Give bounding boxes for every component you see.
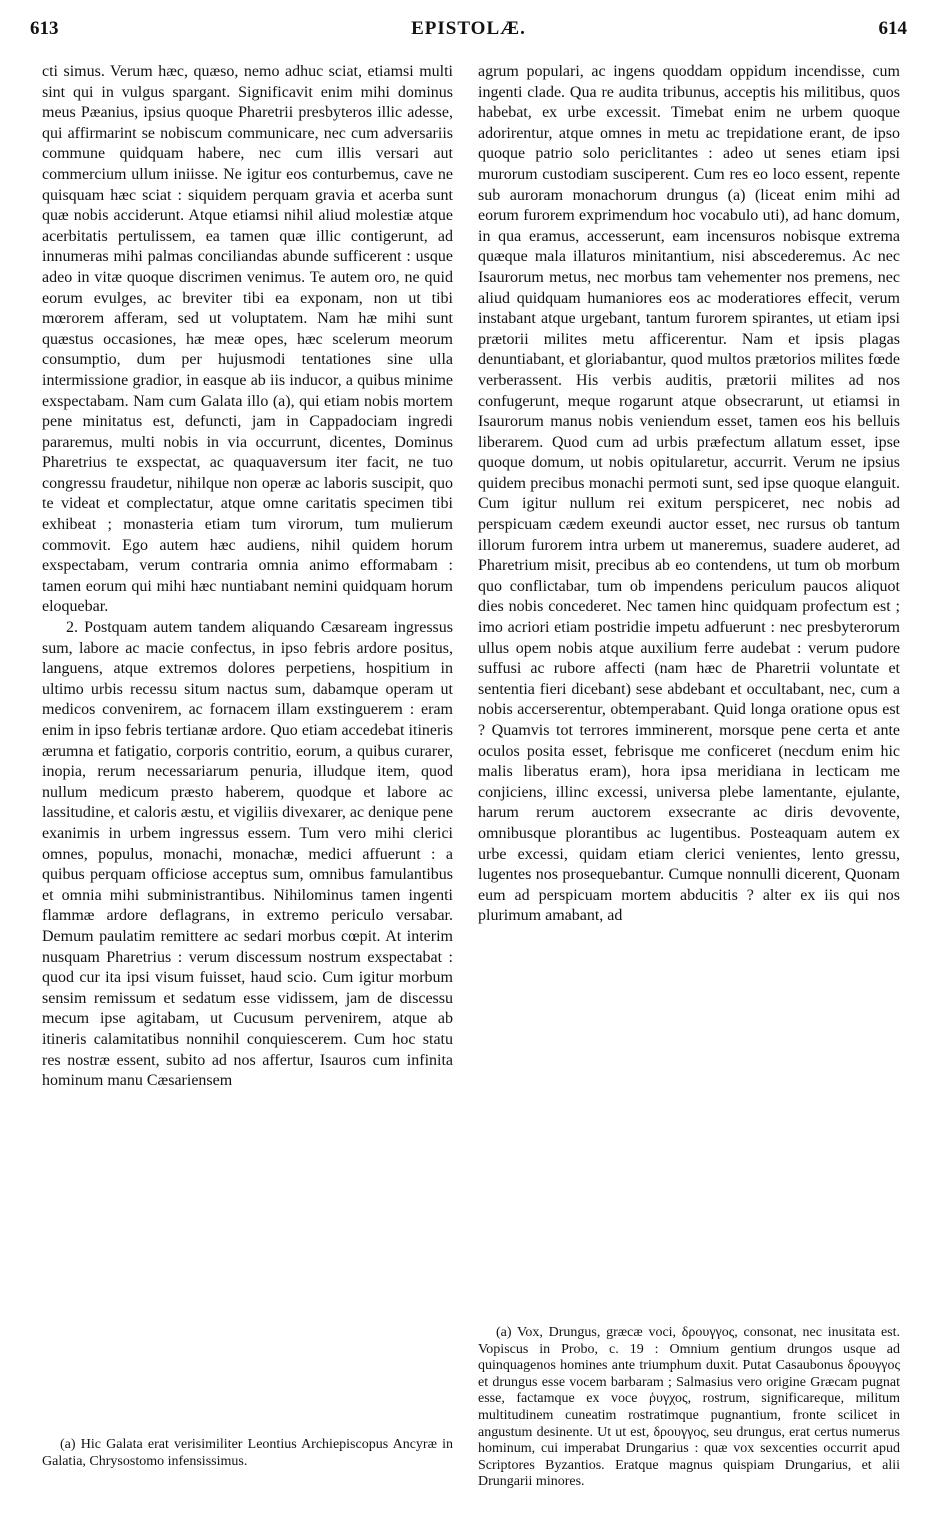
page-number-right: 614	[878, 18, 907, 39]
running-header	[30, 18, 907, 54]
right-column	[478, 62, 900, 927]
left-column	[42, 62, 453, 1092]
left-paragraph-1: cti simus. Verum hæc, quæso, nemo adhuc sciat, etiamsi multi sint qui in vulgus spargant. Significavit enim mihi dominus meus Pæanius, ipsius quoque Pharetrii presbyteros illic adesse, qui affirmarint se nobiscum communicare, nec cum adversariis commune quidquam habere, nec cum illis versari aut commercium ullum iniisse. Ne igitur eos conturbemus, cave ne quisquam hæc sciat : siquidem perquam gravia et acerba sunt quæ nobis acciderunt. Atque etiamsi nihil aliud molestiæ atque acerbitatis pertulissem, ea tamen quæ illic contigerunt, ad innumeras mihi palmas conciliandas abunde sufficerent : usque adeo in vitæ quoque discrimen venimus. Te autem oro, ne quid eorum evulges, ac breviter tibi ea exponam, non ut tibi mœrorem afferam, sed ut voluptatem. Nam hæ mihi sunt quæstus occasiones, hæ meæ opes, hæc scelerum meorum consumptio, dum per hujusmodi tentationes sine ulla intermissione gradior, in easque ab iis inducor, a quibus minime exspectabam. Nam cum Galata illo (a), qui etiam nobis mortem pene minitatus est, defuncti, jam in Cappadociam ingredi pararemus, multi nobis in via occurrunt, dicentes, Dominus Pharetrius te exspectat, ac quaquaversum iter facit, ne tuo congressu fraudetur, nihilque non operæ ac laboris suscipit, quo te videat et complectatur, atque omne caritatis specimen tibi exhibeat ; monasteria etiam tum virorum, tum mulierum commovit. Ego autem hæc audiens, nihil quidem horum exspectabam, verum contraria omnia animo efformabam : tamen eorum qui mihi hæc nuntiabant nemini quidquam horum eloquebar.	[42, 63, 453, 616]
left-paragraph-2: 2. Postquam autem tandem aliquando Cæsaream ingressus sum, labore ac macie confectus, in ipso febris ardore positus, languens, atque extremos dolores perpetiens, hospitium in ultimo urbis recessu situm nactus sum, dabamque operam ut medicos convenirem, ac fornacem illam exstinguerem : eram enim in ipso febris tertianæ ardore. Quo etiam accedebat itineris ærumna et fatigatio, corporis contritio, eorum, a quibus curarer, inopia, rerum necessariarum penuria, illudque item, quod nullum medicum præsto haberem, quodque et labore ac lassitudine, et caloris æstu, et vigiliis divexarer, ac denique pene exanimis in urbem ingressus essem. Tum vero mihi clerici omnes, populus, monachi, monachæ, medici affuerunt : a quibus perquam officiose acceptus sum, omnibus famulantibus et omnia mihi subministrantibus. Nihilominus tamen ingenti flammæ ardore deflagrans, in extremo periculo versabar. Demum paulatim remittere ac sedari morbus cœpit. At interim nusquam Pharetrius : verum discessum nostrum exspectabat : quod cur ita ipsi visum fuisset, haud scio. Cum igitur morbum sensim remissum et sedatum esse vidissem, jam de discessu mecum ipse agitabam, ut Cucusum pervenirem, atque ab itineris calamitatibus nonnihil conquiescerem. Cum hoc statu res nostræ essent, subito ad nos affertur, Isauros cum infinita hominum manu Cæsariensem	[42, 619, 453, 1090]
footnote-left: (a) Hic Galata erat verisimiliter Leontius Archiepiscopus Ancyræ in Galatia, Chrysostomo infensissimus.	[42, 1437, 453, 1469]
page-number-left: 613	[30, 18, 59, 39]
page-title: EPISTOLÆ.	[411, 18, 526, 39]
footnote-right: (a) Vox, Drungus, græcæ voci, δρουγγος, consonat, nec inusitata est. Vopiscus in Probo, c. 19 : Omnium gentium drungos usque ad quinquagenos homines ante triumphum duxit. Putat Casaubonus δρουγγος et drungus esse vocem barbaram ; Salmasius vero origine Græcam pugnat esse, factamque ex voce ῥυγχος, rostrum, significareque, militum multitudinem cuneatim rostratimque pugnantium, fronte scilicet in angustum desinente. Ut ut est, δρουγγος, seu drungus, erat certus numerus hominum, cui imperabat Drungarius : quæ vox sexcenties occurrit apud Scriptores Byzantios. Eratque magnus quispiam Drungarius, et alii Drungarii minores.	[478, 1325, 900, 1490]
right-paragraph-1: agrum populari, ac ingens quoddam oppidum incendisse, cum ingenti clade. Qua re audita tribunus, acceptis his militibus, quos habebat, ex urbe excessit. Timebat enim ne urbem quoque adorirentur, atque omnes in metu ac trepidatione erant, de ipso quoque patrio solo periclitantes : adeo ut senes etiam ipsi murorum custodiam susciperent. Cum res eo loco essent, repente sub auroram monachorum drungus (a) (liceat enim mihi ad eorum furorem exprimendum hoc vocabulo uti), ad hanc domum, in qua eramus, accesserunt, eam incensuros nobisque extrema quæque mala illaturos minitantium, nisi abscederemus. Ac nec Isaurorum metus, nec morbus tam vehementer nos premens, nec aliud quidquam humaniores eos ac moderatiores effecit, verum instabant atque urgebant, tantum furorem spirantes, ut etiam ipsi prætorii milites metu afficerentur. Nam et ipsis plagas denuntiabant, et gloriabantur, quod multos prætorios milites fœde verberassent. His verbis auditis, prætorii milites ad nos confugerunt, meque rogarunt atque obsecrarunt, ut etiamsi in Isaurorum manus nobis veniendum esset, tamen eos his belluis liberarem. Quod cum ad urbis præfectum allatum esset, ipse quoque domum, ut nobis opitularetur, accurrit. Verum ne ipsius quidem precibus monachi permoti sunt, sed ipse quoque elanguit. Cum igitur nullum rei exitum perspiceret, nec nobis ad perspicuam cædem exeundi auctor esset, nec rursus ob tantum illorum furorem intra urbem ut maneremus, suadere auderet, ad Pharetrium misit, precibus ab eo contendens, ut tum ob morbum quo conflictabar, tum ob impendens periculum paucos aliquot dies nobis concederet. Nec tamen hinc quidquam profectum est ; imo acriori etiam postridie impetu adfuerunt : nec presbyterorum ullus opem nobis atque auxilium ferre audebat : verum pudore suffusi ac rubore affecti (nam hæc de Pharetrii voluntate et sententia fieri dicebant) sese abdebant et occultabant, nec, cum a nobis accerserentur, obtemperabant. Quid longa oratione opus est ? Quamvis tot terrores imminerent, morsque pene certa et ante oculos posita esset, febrisque me conficeret (necdum enim hic malis liberatus eram), hora ipsa meridiana in lecticam me conjiciens, illinc excessi, universa plebe lamentante, ejulante, harum rerum auctorem exsecrante ac diris devovente, omnibusque plorantibus ac lugentibus. Posteaquam autem ex urbe excessi, quidam etiam clerici venientes, lento gressu, lugentes nos prosequebantur. Cumque nonnulli dicerent, Quonam eum ad perspicuam mortem abducitis ? alter ex iis qui nos plurimum amabant, ad	[478, 63, 900, 925]
